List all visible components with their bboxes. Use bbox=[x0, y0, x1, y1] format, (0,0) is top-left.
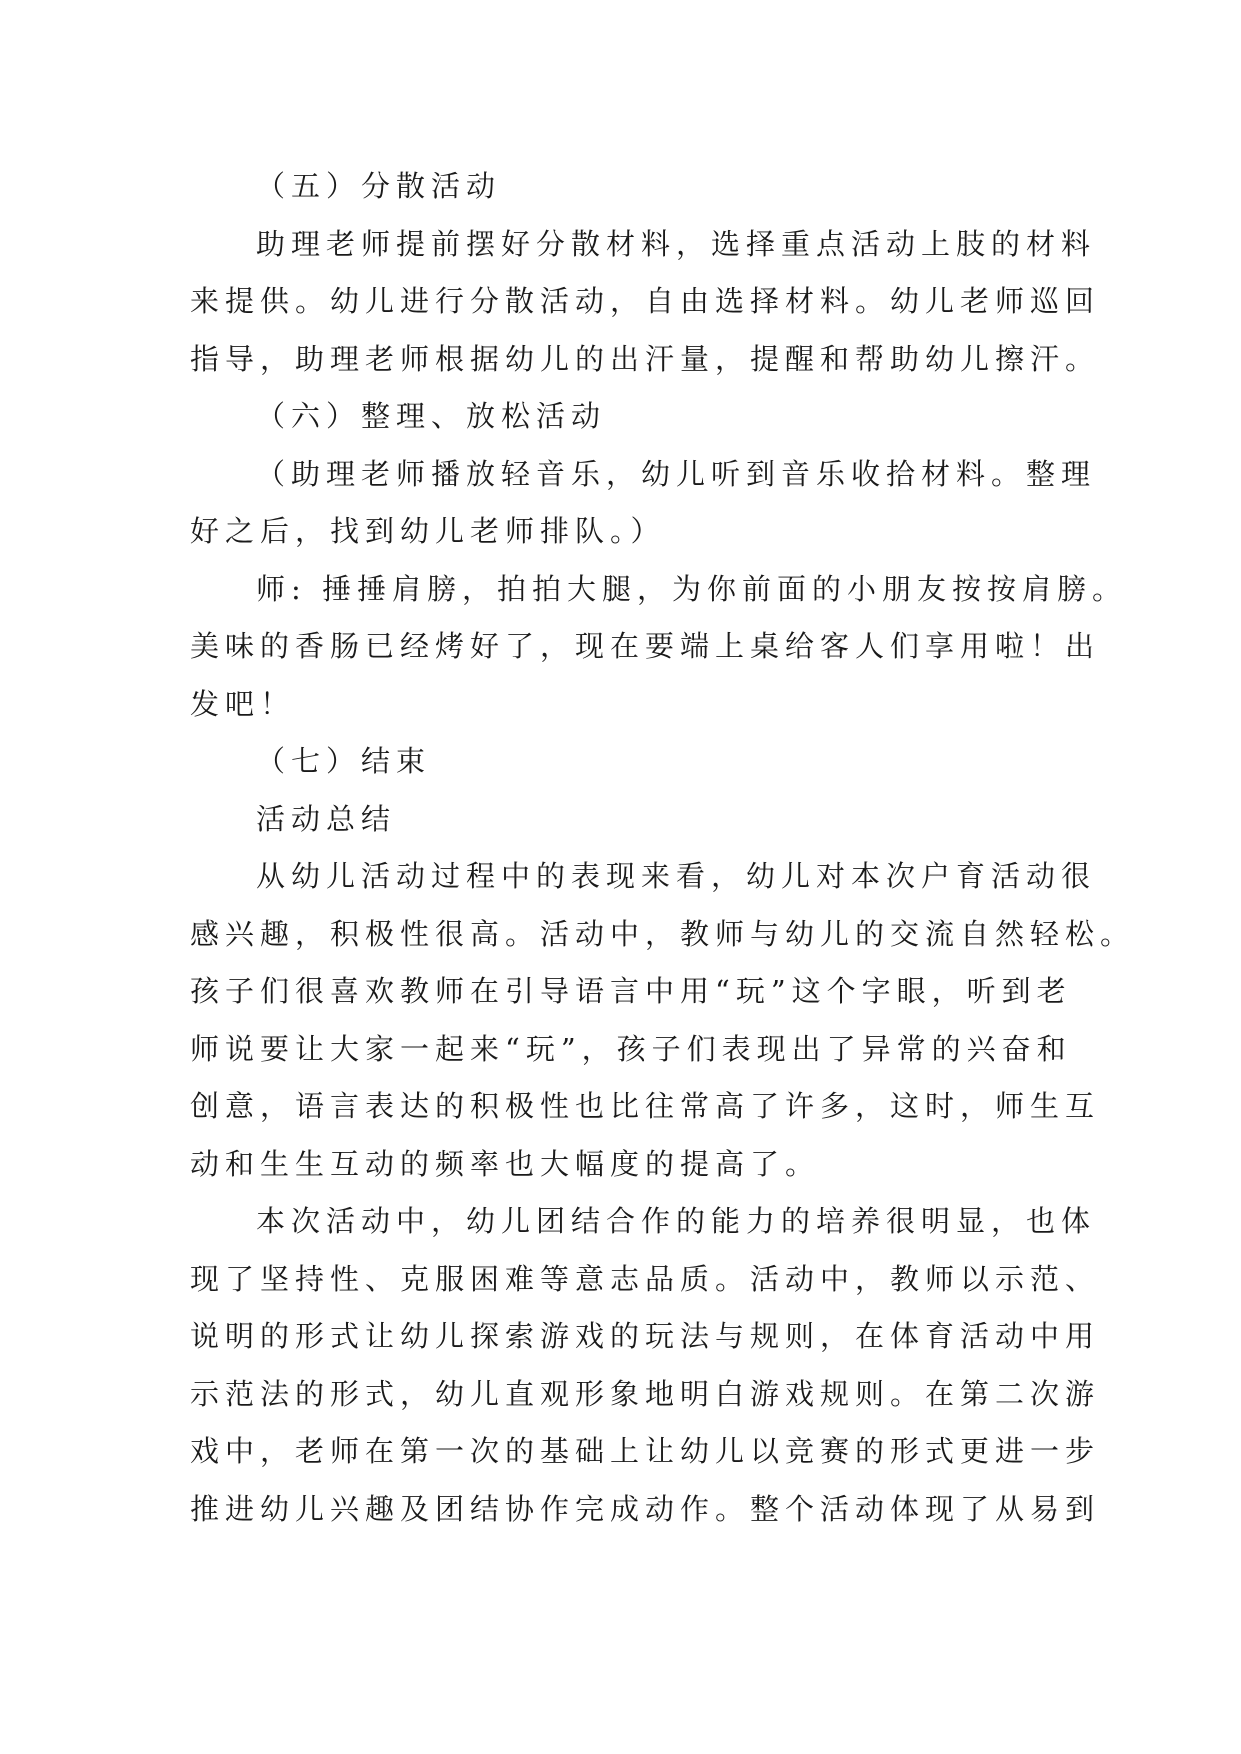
paragraph-line: 创意，语言表达的积极性也比往常高了许多，这时，师生互 bbox=[190, 1089, 1101, 1123]
paragraph-line: 动和生生互动的频率也大幅度的提高了。 bbox=[190, 1146, 821, 1181]
paragraph-line: 现了坚持性、克服困难等意志品质。活动中，教师以示范、 bbox=[190, 1261, 1101, 1296]
paragraph-line: 好之后，找到幼儿老师排队。） bbox=[190, 514, 666, 548]
paragraph-line: 感兴趣，积极性很高。活动中，教师与幼儿的交流自然轻松。 bbox=[190, 916, 1136, 951]
paragraph-line: 本次活动中，幼儿团结合作的能力的培养很明显，也体 bbox=[256, 1204, 1097, 1238]
paragraph-line: 美味的香肠已经烤好了，现在要端上桌给客人们享用啦！出 bbox=[190, 629, 1101, 663]
section-heading-5: （五）分散活动 bbox=[256, 169, 502, 203]
paragraph-line: 戏中，老师在第一次的基础上让幼儿以竞赛的形式更进一步 bbox=[190, 1434, 1101, 1468]
paragraph-line: 示范法的形式，幼儿直观形象地明白游戏规则。在第二次游 bbox=[190, 1376, 1101, 1411]
section-heading-7: （七）结束 bbox=[256, 744, 432, 778]
paragraph-line: 师说要让大家一起来“玩”，孩子们表现出了异常的兴奋和 bbox=[190, 1031, 1072, 1066]
paragraph-line: 助理老师提前摆好分散材料，选择重点活动上肢的材料 bbox=[256, 226, 1097, 261]
paragraph-line: 师: 捶捶肩膀，拍拍大腿，为你前面的小朋友按按肩膀。 bbox=[256, 571, 1127, 606]
document-body bbox=[190, 158, 1136, 1538]
paragraph-line: 发吧！ bbox=[190, 686, 296, 721]
subheading-summary: 活动总结 bbox=[256, 801, 397, 836]
paragraph-line: 孩子们很喜欢教师在引导语言中用“玩”这个字眼，听到老 bbox=[190, 974, 1072, 1008]
paragraph-line: （助理老师播放轻音乐，幼儿听到音乐收拾材料。整理 bbox=[256, 456, 1097, 491]
section-heading-6: （六）整理、放松活动 bbox=[256, 399, 607, 433]
paragraph-line: 指导，助理老师根据幼儿的出汗量，提醒和帮助幼儿擦汗。 bbox=[190, 341, 1101, 376]
paragraph-line: 从幼儿活动过程中的表现来看，幼儿对本次户育活动很 bbox=[256, 859, 1097, 893]
paragraph-line: 推进幼儿兴趣及团结协作完成动作。整个活动体现了从易到 bbox=[190, 1491, 1101, 1526]
paragraph-line: 来提供。幼儿进行分散活动，自由选择材料。幼儿老师巡回 bbox=[190, 284, 1101, 318]
paragraph-line: 说明的形式让幼儿探索游戏的玩法与规则，在体育活动中用 bbox=[190, 1319, 1101, 1353]
